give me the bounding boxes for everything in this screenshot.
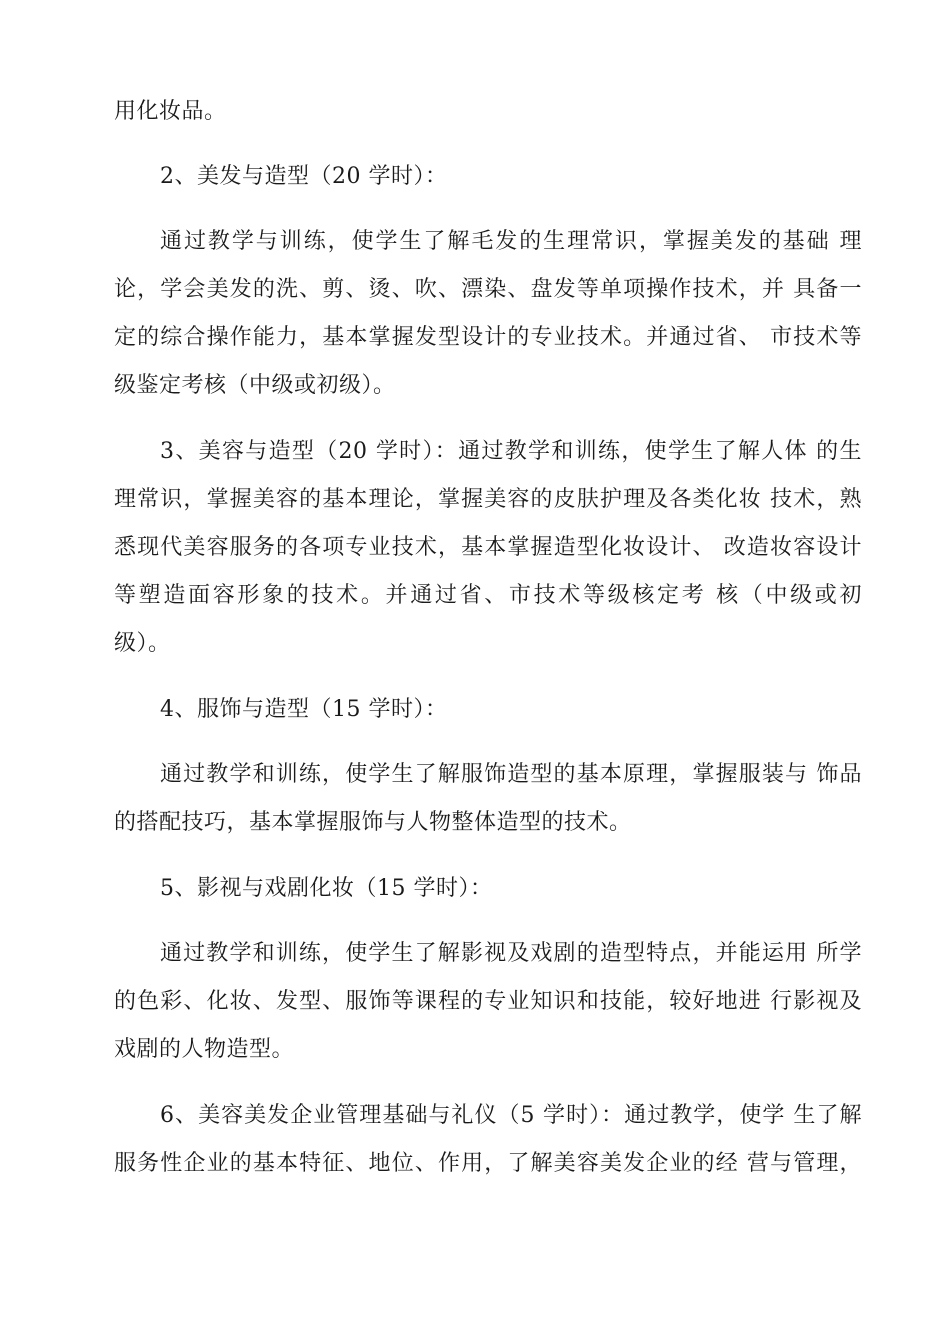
text-line-5: 定的综合操作能力，基本掌握发型设计的专业技术。并通过省、 市技术等 [114,325,862,350]
section-heading-6: 6、美容美发企业管理基础与礼仪（5 学时）：通过教学，使学 生了解 [160,1103,862,1128]
text-line-16: 通过教学和训练，使学生了解影视及戏剧的造型特点，并能运用 所学 [160,941,862,966]
section-heading-2: 2、美发与造型（20 学时）： [160,164,448,189]
text-line-13: 通过教学和训练，使学生了解服饰造型的基本原理，掌握服装与 饰品 [160,762,862,787]
section-heading-4: 4、服饰与造型（15 学时）： [160,697,448,722]
text-line-8: 理常识，掌握美容的基本理论，掌握美容的皮肤护理及各类化妆 技术，熟 [114,487,862,512]
text-line-3: 通过教学与训练，使学生了解毛发的生理常识，掌握美发的基础 理 [160,229,862,254]
text-line-1: 用化妆品。 [114,99,227,124]
text-line-6: 级鉴定考核（中级或初级）。 [114,373,396,398]
text-line-10: 等塑造面容形象的技术。并通过省、市技术等级核定考 核（中级或初 [114,583,862,608]
text-line-17: 的色彩、化妆、发型、服饰等课程的专业知识和技能，较好地进 行影视及 [114,989,862,1014]
section-heading-3: 3、美容与造型（20 学时）：通过教学和训练，使学生了解人体 的生 [160,439,862,464]
text-line-11: 级）。 [114,631,171,656]
text-line-14: 的搭配技巧，基本掌握服饰与人物整体造型的技术。 [114,810,632,835]
text-line-18: 戏剧的人物造型。 [114,1037,295,1062]
section-heading-5: 5、影视与戏剧化妆（15 学时）： [160,876,493,901]
text-line-4: 论，学会美发的洗、剪、烫、吹、漂染、盘发等单项操作技术，并 具备一 [114,277,862,302]
text-line-20: 服务性企业的基本特征、地位、作用，了解美容美发企业的经 营与管理， [114,1151,862,1176]
text-line-9: 悉现代美容服务的各项专业技术，基本掌握造型化妆设计、 改造妆容设计 [114,535,862,560]
